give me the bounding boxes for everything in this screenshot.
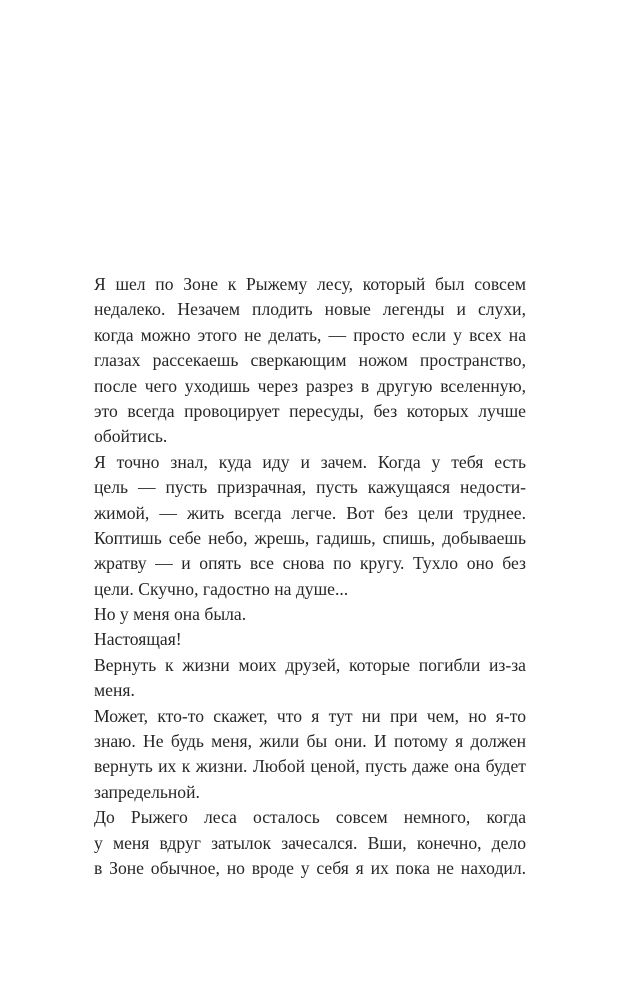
text-line: после чего уходишь через разрез в другую вселенную, — [94, 375, 526, 396]
text-line: знаю. Не будь меня, жили бы они. И потому я должен — [94, 731, 526, 752]
text-line: Коптишь себе небо, жрешь, гадишь, спишь, добываешь — [94, 527, 526, 548]
body-text — [94, 272, 526, 881]
text-line: До Рыжего леса осталось совсем немного, когда — [94, 807, 526, 828]
text-line: недалеко. Незачем плодить новые легенды и слухи, — [94, 299, 526, 320]
text-line: у меня вдруг затылок зачесался. Вши, конечно, дело — [94, 832, 526, 853]
text-line: запредельной. — [94, 781, 200, 802]
text-line: жимой, — жить всегда легче. Вот без цели труднее. — [94, 502, 526, 523]
text-line: цель — пусть призрачная, пусть кажущаяся недости- — [94, 477, 526, 498]
text-line: Я шел по Зоне к Рыжему лесу, который был совсем — [94, 274, 526, 294]
text-line: меня. — [94, 680, 135, 701]
text-line: цели. Скучно, гадостно на душе... — [94, 578, 349, 599]
text-line: вернуть их к жизни. Любой ценой, пусть даже она будет — [94, 756, 526, 777]
text-line: глазах рассекаешь сверкающим ножом пространство, — [94, 350, 526, 371]
text-line: жратву — и опять все снова по кругу. Тухло оно без — [94, 553, 526, 574]
text-line: Вернуть к жизни моих друзей, которые погибли из-за — [94, 654, 526, 675]
text-line: Может, кто-то скажет, что я тут ни при чем, но я-то — [94, 705, 526, 726]
text-line: Настоящая! — [94, 629, 182, 650]
text-line: когда можно этого не делать, — просто если у всех на — [94, 324, 526, 345]
text-line: обойтись. — [94, 426, 168, 447]
text-line: в Зоне обычное, но вроде у себя я их пока не находил. — [94, 857, 526, 878]
text-line: это всегда провоцирует пересуды, без которых лучше — [94, 400, 526, 421]
text-line: Но у меня она была. — [94, 604, 247, 625]
text-line: Я точно знал, куда иду и зачем. Когда у тебя есть — [94, 451, 526, 472]
